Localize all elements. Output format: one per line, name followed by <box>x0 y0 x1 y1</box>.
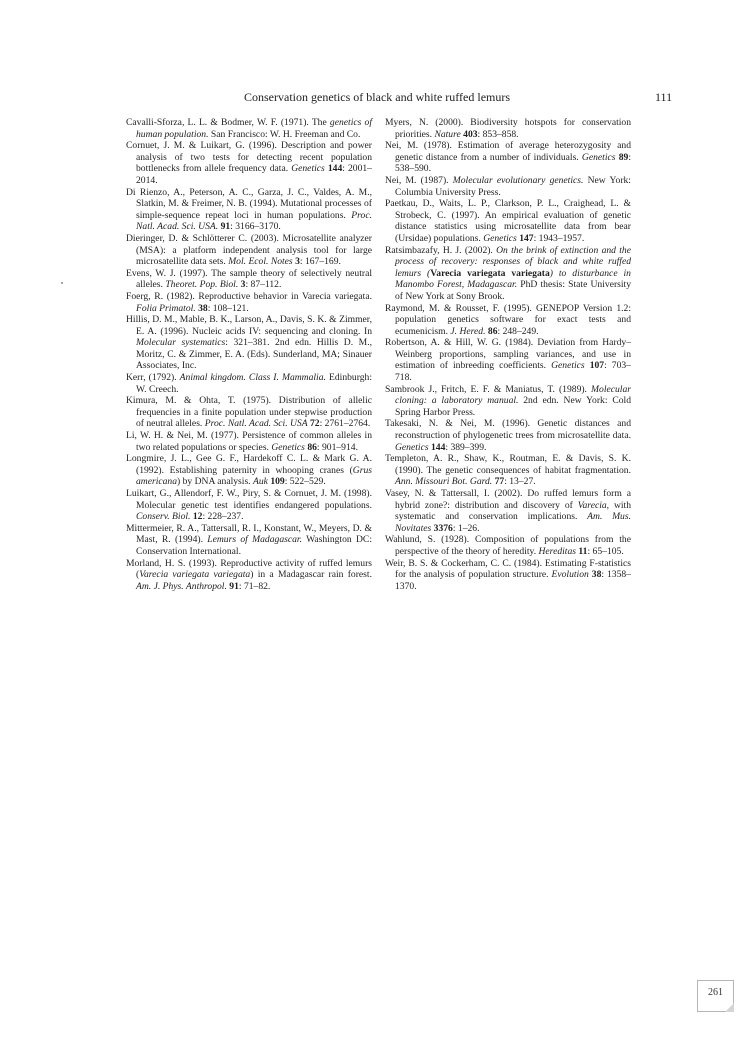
reference-text-segment: 38 <box>591 569 602 581</box>
reference-entry <box>126 187 372 233</box>
reference-text-segment: : 1943–1957. <box>533 232 585 244</box>
reference-text-segment: Ratsimbazafy, H. J. (2002). <box>385 244 497 256</box>
reference-text-segment: San Francisco: W. H. Freeman and Co. <box>208 128 361 140</box>
reference-text-segment: 91 <box>220 221 231 233</box>
reference-text-segment: 144 <box>327 163 343 175</box>
reference-entry <box>385 488 631 534</box>
reference-text-segment: Takesaki, N. & Nei, M. (1996). Genetic distances and reconstruction of phylogenetic trees from microsatellite data. <box>385 418 631 442</box>
reference-text-segment: Varecia variegata variegata <box>430 267 550 279</box>
reference-text-segment: 86 <box>307 441 317 453</box>
reference-text-segment: : 901–914. <box>316 441 358 453</box>
reference-text-segment: Luikart, G., Allendorf, F. W., Piry, S. & Cornuet, J. M. (1998). Molecular genetic test identifies endangered populations. <box>126 488 372 511</box>
reference-text-segment: 77 <box>494 476 505 488</box>
reference-text-segment: : 389–399. <box>445 441 487 453</box>
reference-text-segment: 86 <box>487 325 498 337</box>
reference-text-segment: Proc. Natl. Acad. Sci. USA <box>204 418 308 430</box>
reference-text-segment: Hereditas <box>538 545 576 557</box>
reference-text-segment: Animal kingdom. Class I. Mammalia. <box>179 372 326 384</box>
reference-text-segment: Molecular cloning: a laboratory manual. <box>395 383 631 407</box>
reference-text-segment: Proc. Natl. Acad. Sci. USA. <box>136 209 372 233</box>
reference-entry <box>126 488 372 523</box>
reference-text-segment: 147 <box>519 232 534 244</box>
reference-text-segment: On the brink of extinction and the process of recovery: responses of black and white ruffed lemurs ( <box>395 244 631 279</box>
reference-text-segment: : 108–121. <box>207 302 249 314</box>
reference-text-segment: Edinburgh: W. Creech. <box>136 372 372 395</box>
reference-text-segment: ) to disturbance in Manombo Forest, Madagascar. <box>395 267 631 291</box>
reference-entry <box>126 314 372 372</box>
reference-text-segment: New York: Columbia University Press. <box>395 174 631 198</box>
reference-text-segment: 3 <box>240 279 246 291</box>
reference-entry <box>126 523 372 558</box>
page-badge <box>697 980 734 1012</box>
reference-text-segment: : 538–590. <box>395 151 631 175</box>
reference-text-segment: Genetics <box>551 360 585 372</box>
reference-text-segment: : 522–529. <box>284 476 326 488</box>
reference-text-segment: Genetics <box>395 441 429 453</box>
references-left-column <box>126 117 372 592</box>
reference-text-segment: Cavalli-Sforza, L. L. & Bodmer, W. F. (1971). The <box>126 117 330 128</box>
reference-entry <box>385 534 631 557</box>
reference-text-segment: Genetics <box>581 151 616 163</box>
reference-text-segment: Weir, B. S. & Cockerham, C. C. (1984). Estimating F-statistics for the analysis of population structure. <box>385 557 631 581</box>
reference-text-segment: 403 <box>463 128 478 140</box>
reference-text-segment: Di Rienzo, A., Peterson, A. C., Garza, J. C., Valdes, A. M., Slatkin, M. & Freimer, N. B. (1994). Mutational processes of simple-sequence repeat loci in human populations. <box>126 186 372 221</box>
reference-text-segment: Kimura, M. & Ohta, T. (1975). Distribution of allelic frequencies in a finite population under stepwise production of neutral alleles. <box>126 395 372 430</box>
reference-text-segment: Nature <box>434 128 461 140</box>
reference-text-segment: Paetkau, D., Waits, L. P., Clarkson, P. L., Craighead, L. & Strobeck, C. (1997). An empirical evaluation of genetic distance statistics using microsatellite data from bear (Ursidae) populations. <box>385 198 631 244</box>
reference-text-segment: 109 <box>270 476 285 488</box>
reference-text-segment: Nei, M. (1987). <box>385 174 453 186</box>
reference-text-segment: 3376 <box>433 522 453 534</box>
reference-text-segment: 3 <box>295 256 300 268</box>
reference-text-segment: Raymond, M. & Rousset, F. (1995). GENEPOP Version 1.2: population genetics software for exact tests and ecumenicism. <box>385 302 631 337</box>
reference-text-segment: Wahlund, S. (1928). Composition of populations from the perspective of the theory of heredity. <box>385 534 631 557</box>
reference-text-segment: : 853–858. <box>477 128 519 140</box>
reference-text-segment: Longmire, J. L., Gee G. F., Hardekoff C. L. & Mark G. A. (1992). Establishing paternity in whooping cranes ( <box>126 453 372 476</box>
reference-text-segment: : 1358–1370. <box>395 569 631 592</box>
reference-text-segment: Theoret. Pop. Biol. <box>165 279 239 291</box>
reference-text-segment: : 1–26. <box>452 522 480 534</box>
reference-text-segment: Vasey, N. & Tattersall, I. (2002). Do ruffed lemurs form a hybrid zone?: distribution and discovery of <box>385 488 631 511</box>
reference-entry <box>385 558 631 593</box>
reference-text-segment: : 3166–3170. <box>230 221 281 233</box>
reference-entry <box>385 418 631 453</box>
reference-text-segment: Conserv. Biol. <box>136 511 191 523</box>
reference-entry <box>385 117 631 140</box>
reference-text-segment: Lemurs of Madagascar. <box>207 534 302 546</box>
reference-entry <box>385 245 631 303</box>
page-header <box>0 90 745 106</box>
reference-text-segment: : 87–112. <box>245 279 282 291</box>
reference-entry <box>126 372 372 395</box>
reference-text-segment: Am. J. Phys. Anthropol. <box>136 580 227 592</box>
references-right-column <box>385 117 631 592</box>
reference-entry <box>126 453 372 488</box>
reference-text-segment: : 65–105. <box>587 545 624 557</box>
reference-text-segment: : 703–718. <box>395 360 631 384</box>
reference-text-segment: Li, W. H. & Nei, M. (1977). Persistence of common alleles in two related populations or species. <box>126 430 372 453</box>
reference-entry <box>385 140 631 175</box>
reference-text-segment: 91 <box>229 580 239 592</box>
reference-entry <box>126 233 372 268</box>
reference-text-segment: Genetics <box>291 163 325 175</box>
reference-text-segment: Mol. Ecol. Notes <box>228 256 293 268</box>
reference-text-segment: , with systematic and conservation implications. <box>395 499 632 523</box>
reference-text-segment: ) in a Madagascar rain forest. <box>250 569 372 581</box>
reference-text-segment: Myers, N. (2000). Biodiversity hotspots for conservation priorities. <box>385 117 631 140</box>
reference-text-segment: 72 <box>310 418 320 430</box>
reference-text-segment: : 248–249. <box>497 325 539 337</box>
reference-text-segment: : 13–27. <box>504 476 536 488</box>
reference-text-segment: : 228–237. <box>202 511 244 523</box>
reference-text-segment: Evolution <box>551 569 589 581</box>
reference-text-segment: Auk <box>252 476 268 488</box>
reference-text-segment: Kerr, (1792). <box>126 372 180 384</box>
reference-text-segment: Ann. Missouri Bot. Gard. <box>395 476 493 488</box>
reference-text-segment: Dieringer, D. & Schlötterer C. (2003). Microsatellite analyzer (MSA): a platform independent analysis tool for large microsatellite data sets. <box>126 232 372 268</box>
reference-text-segment: Varecia variegata variegata <box>139 569 251 581</box>
reference-text-segment: J. Hered. <box>450 325 486 337</box>
reference-text-segment: : 2001–2014. <box>136 163 372 186</box>
stray-mark <box>61 282 63 284</box>
reference-text-segment: Mittermeier, R. A., Tattersall, R. I., Konstant, W., Meyers, D. & Mast, R. (1994). <box>126 522 372 546</box>
reference-text-segment: Foerg, R. (1982). Reproductive behavior in Varecia variegata. <box>126 290 372 302</box>
reference-text-segment: Genetics <box>271 441 305 453</box>
reference-text-segment: : 2761–2764. <box>319 418 371 430</box>
reference-entry <box>126 268 372 291</box>
reference-entry <box>126 291 372 314</box>
reference-entry <box>385 198 631 244</box>
reference-entry <box>385 175 631 198</box>
reference-text-segment: Templeton, A. R., Shaw, K., Routman, E. & Davis, S. K. (1990). The genetic consequences of habitat fragmentation. <box>385 453 631 476</box>
reference-text-segment: Genetics <box>483 232 517 244</box>
reference-text-segment: genetics of human population. <box>136 117 372 140</box>
reference-text-segment: Molecular systematics <box>136 337 226 349</box>
reference-text-segment: Nei, M. (1978). Estimation of average heterozygosity and genetic distance from a number of individuals. <box>385 140 631 163</box>
reference-text-segment: 2nd edn. New York: Cold Spring Harbor Press. <box>395 395 631 418</box>
reference-text-segment: 144 <box>430 441 446 453</box>
reference-text-segment: 11 <box>578 545 588 557</box>
reference-text-segment: Molecular evolutionary genetics. <box>452 174 584 186</box>
reference-text-segment: Grus americana <box>136 464 372 488</box>
reference-text-segment: Varecia <box>577 499 607 511</box>
page-curl-icon <box>725 1003 734 1012</box>
reference-text-segment: Morland, H. S. (1993). Reproductive activity of ruffed lemurs ( <box>126 557 372 581</box>
reference-text-segment: Robertson, A. & Hill, W. G. (1984). Deviation from Hardy–Weinberg proportions, sampling variances, and use in estimation of inbreeding coefficients. <box>385 337 631 372</box>
reference-text-segment: Evens, W. J. (1997). The sample theory of selectively neutral alleles. <box>126 267 372 291</box>
reference-entry <box>385 303 631 338</box>
reference-entry <box>385 453 631 488</box>
reference-text-segment: Washington DC: Conservation International. <box>136 534 372 557</box>
reference-text-segment: 38 <box>198 302 208 314</box>
reference-text-segment: 107 <box>589 360 605 372</box>
reference-text-segment: ) by DNA analysis. <box>177 476 253 488</box>
reference-text-segment: 89 <box>618 151 629 163</box>
reference-entry <box>385 384 631 419</box>
reference-entry <box>126 558 372 593</box>
reference-entry <box>126 395 372 430</box>
reference-entry <box>126 117 372 140</box>
reference-text-segment: Hillis, D. M., Mable, B. K., Larson, A., Davis, S. K. & Zimmer, E. A. (1996). Nucleic acids IV: sequencing and cloning. In <box>126 314 372 337</box>
reference-text-segment: PhD thesis: State University of New York at Sony Brook. <box>395 279 632 302</box>
reference-text-segment: : 321–381. 2nd edn. Hillis D. M., Moritz, C. & Zimmer, E. A. (Eds). Sunderland, MA; Sinauer Associates, Inc. <box>136 337 372 372</box>
reference-text-segment: Am. Mus. Novitates <box>395 511 631 534</box>
reference-entry <box>385 337 631 383</box>
reference-entry <box>126 140 372 186</box>
reference-text-segment: Folia Primatol. <box>136 302 196 314</box>
page-badge-number: 261 <box>708 987 723 998</box>
page-number: 111 <box>655 90 673 104</box>
reference-entry <box>126 430 372 453</box>
reference-text-segment: Sambrook J., Fritch, E. F. & Maniatus, T. (1989). <box>385 383 592 395</box>
reference-text-segment: Cornuet, J. M. & Luikart, G. (1996). Description and power analysis of two tests for detecting recent population bottlenecks from allele frequency data. <box>126 140 372 175</box>
reference-text-segment: : 167–169. <box>299 256 341 268</box>
reference-text-segment: : 71–82. <box>238 580 271 592</box>
running-title: Conservation genetics of black and white ruffed lemurs <box>244 90 511 104</box>
reference-text-segment: 12 <box>192 511 203 523</box>
